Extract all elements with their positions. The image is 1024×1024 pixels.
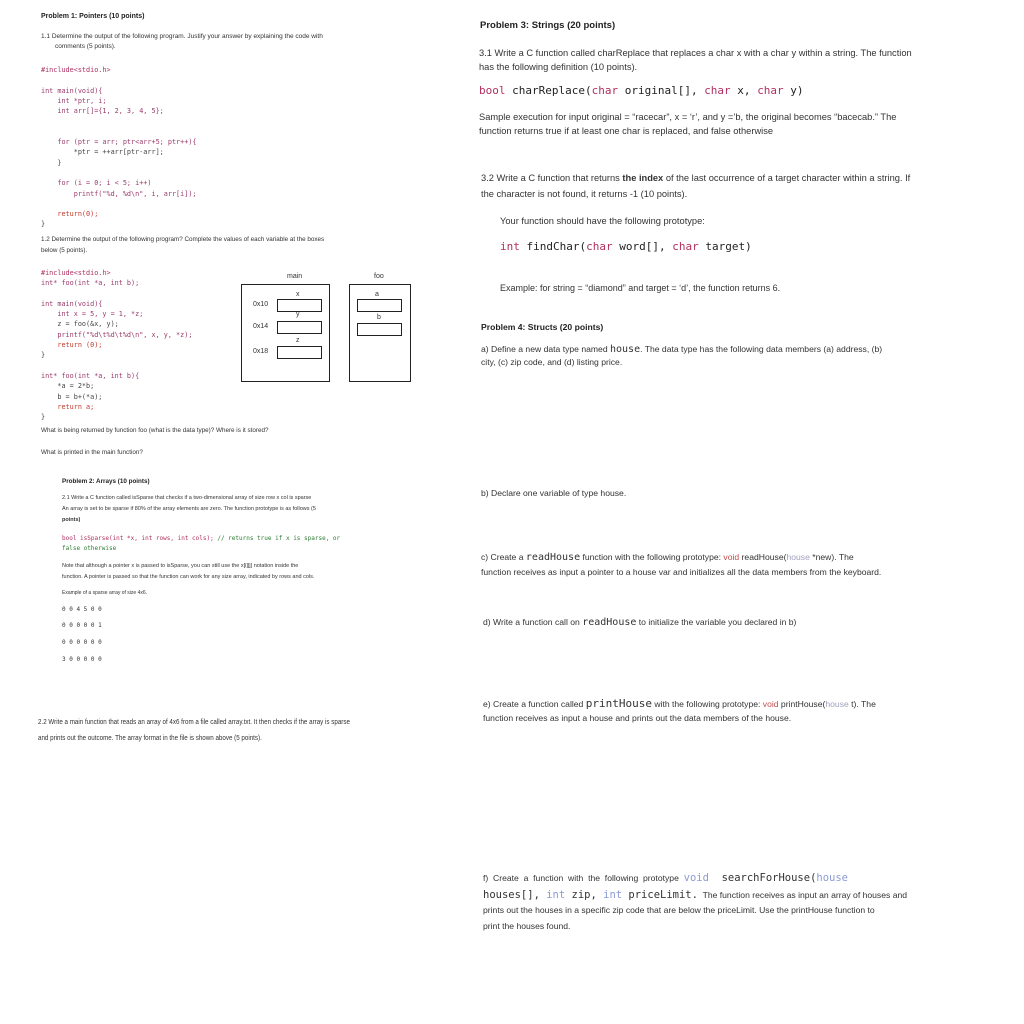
y-value-box[interactable] [277, 321, 322, 334]
findChar-prototype: int findChar(char word[], char target) [500, 240, 752, 253]
q32-text-1: 3.2 Write a C function that returns the index of the last occurrence of a target character within a string. If [481, 173, 911, 183]
q12-text-1: 1.2 Determine the output of the following program? Complete the values of each variable at the boxes [41, 236, 325, 243]
note-text-2: function. A pointer is passed so that the function can work for any size array, indicated by rows and cols. [62, 574, 315, 580]
var-y-label: y [296, 311, 300, 318]
p4f-text-4: print the houses found. [483, 921, 571, 931]
code-line: *ptr = ++arr[ptr-arr]; [41, 148, 164, 157]
code-line: } [41, 413, 46, 422]
code-line: for (ptr = arr; ptr<arr+5; ptr++){ [41, 138, 197, 147]
code-line: z = foo(&x, y); [41, 320, 119, 329]
q11-text-1: 1.1 Determine the output of the following program. Justify your answer by explaining the code with [41, 33, 323, 40]
p4e-text-2: function receives as input a house and prints out the data members of the house. [483, 713, 792, 723]
sample-text-1: Sample execution for input original = “racecar”, x = ‘r’, and y =’b, the original becomes “bacecab.” The [479, 112, 897, 122]
sparse-row: 3 0 0 0 0 0 [62, 656, 102, 663]
code-line: printf("%d, %d\n", i, arr[i]); [41, 189, 197, 198]
code-line: #include<stdio.h> [41, 66, 111, 74]
code-line: int x = 5, y = 1, *z; [41, 310, 144, 319]
p3-title: Problem 3: Strings (20 points) [480, 20, 616, 31]
code-line: return a; [41, 402, 95, 411]
p4f-text-1: f) Create a function with the following prototype void searchForHouse(house [483, 872, 848, 884]
code-line [41, 75, 197, 85]
code-block-2 [41, 268, 192, 422]
code-line: *a = 2*b; [41, 382, 95, 391]
q11-text-2: comments (5 points). [55, 43, 116, 50]
p4c-text-2: function receives as input a pointer to a house var and initializes all the data members from the keyboard. [481, 567, 882, 577]
code-block-1 [41, 65, 197, 230]
addr-0x14: 0x14 [253, 323, 269, 330]
var-b-label: b [377, 314, 381, 321]
var-a-label: a [375, 291, 379, 298]
code-line: int* foo(int *a, int b){ [41, 371, 140, 380]
code-line: return(0); [41, 210, 99, 219]
code-line [41, 116, 197, 126]
code-line: int main(void){ [41, 299, 103, 308]
sparse-row: 0 0 0 0 0 0 [62, 639, 102, 646]
isSparse-comment: false otherwise [62, 545, 117, 552]
a-value-box[interactable] [357, 299, 402, 312]
code-line: } [41, 351, 46, 360]
prototype-intro: Your function should have the following prototype: [500, 216, 705, 226]
code-line: return (0); [41, 341, 103, 350]
q-printed: What is printed in the main function? [41, 449, 143, 456]
sparse-row: 0 0 4 5 0 0 [62, 606, 102, 613]
code-line: } [41, 158, 62, 167]
p4f-text-3: prints out the houses in a specific zip code that are below the priceLimit. Use the printHouse function to [483, 905, 875, 915]
p4a-text-1: a) Define a new data type named house. The data type has the following data members (a) address, (b) [481, 344, 883, 355]
foo-frame-label: foo [374, 273, 384, 280]
addr-0x10: 0x10 [253, 301, 269, 308]
code-line: b = b+(*a); [41, 392, 103, 401]
main-frame-label: main [287, 273, 303, 280]
q21-text-1: 2.1 Write a C function called isSparse that checks if a two-dimensional array of size row x col is sparse [62, 495, 312, 501]
sample-text-2: function returns true if at least one char is replaced, and false otherwise [479, 126, 774, 136]
q12-text-2: below (5 points). [41, 247, 88, 254]
p4e-text-1: e) Create a function called printHouse with the following prototype: void printHouse(house t). The [483, 697, 876, 710]
q22-text-1: 2.2 Write a main function that reads an array of 4x6 from a file called array.txt. It then checks if the array is sparse [38, 717, 350, 726]
code-line: int *ptr, i; [41, 96, 107, 105]
addr-0x18: 0x18 [253, 348, 269, 355]
charReplace-prototype: bool charReplace(char original[], char x, char y) [479, 84, 804, 97]
example-label: Example of a sparse array of size 4x6. [62, 590, 148, 596]
q21-text-2: An array is set to be sparse if 80% of the array elements are zero. The function prototype is as follows (5 [62, 506, 316, 512]
q31-text-1: 3.1 Write a C function called charReplace that replaces a char x with a char y within a string. The function [479, 48, 912, 58]
code-line [41, 199, 197, 209]
code-line [41, 127, 197, 137]
sparse-row: 0 0 0 0 0 1 [62, 622, 102, 629]
p4-title: Problem 4: Structs (20 points) [481, 322, 604, 332]
note-text-1: Note that although a pointer x is passed to isSparse, you can still use the x[i][j] notation inside the [62, 563, 299, 569]
code-line [41, 361, 192, 371]
var-z-label: z [296, 337, 300, 344]
p4f-text-2: houses[], int zip, int priceLimit. The function receives as input an array of houses and [483, 889, 908, 901]
code-line: #include<stdio.h> [41, 269, 111, 277]
findChar-example: Example: for string = “diamond” and target = ‘d’, the function returns 6. [500, 283, 781, 293]
p4a-text-2: city, (c) zip code, and (d) listing price. [481, 357, 623, 367]
q-return-type: What is being returned by function foo (what is the data type)? Where is it stored? [41, 427, 269, 434]
code-line [41, 289, 192, 299]
code-line [41, 168, 197, 178]
z-value-box[interactable] [277, 346, 322, 359]
code-line: int main(void){ [41, 86, 103, 95]
p4c-text-1: c) Create a readHouse function with the following prototype: void readHouse(house *new). The [481, 552, 854, 563]
code-line: for (i = 0; i < 5; i++) [41, 179, 152, 188]
p2-title: Problem 2: Arrays (10 points) [62, 478, 150, 485]
q22-text-2: and prints out the outcome. The array format in the file is shown above (5 points). [38, 733, 262, 742]
p4b-text: b) Declare one variable of type house. [481, 488, 627, 498]
var-x-label: x [296, 291, 300, 298]
isSparse-prototype: bool isSparse(int *x, int rows, int cols); // returns true if x is sparse, or [62, 535, 341, 542]
q31-text-2: has the following definition (10 points). [479, 62, 638, 72]
p4d-text: d) Write a function call on readHouse to initialize the variable you declared in b) [483, 617, 797, 628]
p1-title: Problem 1: Pointers (10 points) [41, 13, 145, 20]
code-line: int* foo(int *a, int b); [41, 279, 140, 288]
code-line: printf("%d\t%d\t%d\n", x, y, *z); [41, 330, 193, 339]
code-line: int arr[]={1, 2, 3, 4, 5}; [41, 107, 164, 116]
q32-text-2: the character is not found, it returns -1 (10 points). [481, 189, 688, 199]
q21-text-3: points) [62, 517, 81, 523]
code-line: } [41, 220, 46, 229]
b-value-box[interactable] [357, 323, 402, 336]
